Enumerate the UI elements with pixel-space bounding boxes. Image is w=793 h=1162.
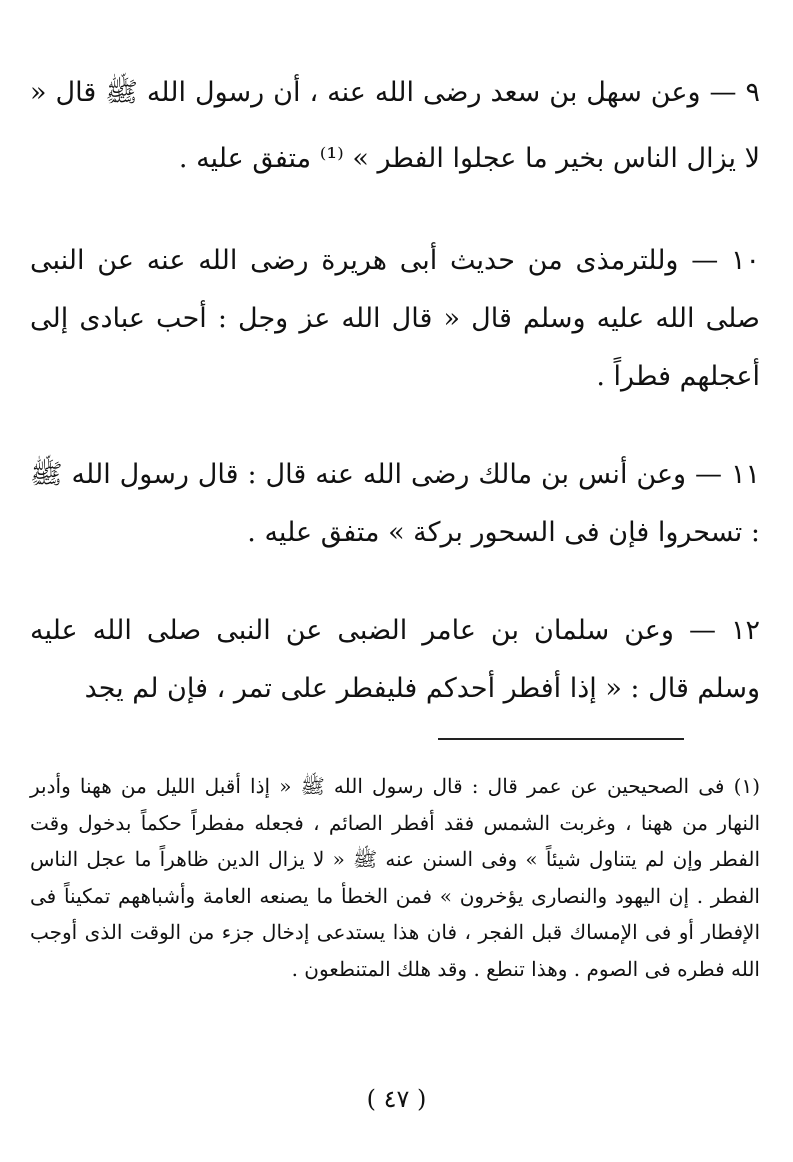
page-number: ( ٤٧ ) xyxy=(366,1085,427,1113)
main-text xyxy=(30,60,760,758)
footnote-divider xyxy=(438,738,684,740)
hadith-12: ١٢ — وعن سلمان بن عامر الضبى عن النبى صلى الله عليه وسلم قال : « إذا أفطر أحدكم فليفطر على تمر ، فإن لم يجد xyxy=(30,615,760,704)
hadith-9: ٩ — وعن سهل بن سعد رضى الله عنه ، أن رسول الله ﷺ قال « لا يزال الناس بخير ما عجلوا الفطر » ⁽¹⁾ متفق عليه . xyxy=(30,77,760,174)
hadith-11: ١١ — وعن أنس بن مالك رضى الله عنه قال : قال رسول الله ﷺ : تسحروا فإن فى السحور بركة » متفق عليه . xyxy=(30,459,760,548)
hadith-10: ١٠ — وللترمذى من حديث أبى هريرة رضى الله عنه عن النبى صلى الله عليه وسلم قال « قال الله عز وجل : أحب عبادى إلى أعجلهم فطراً . xyxy=(30,245,760,392)
footnote: (١) فى الصحيحين عن عمر قال : قال رسول الله ﷺ « إذا أقبل الليل من ههنا وأدبر النهار من ههنا ، وغربت الشمس فقد أفطر الصائم ، فجعله مفطراً حكماً بدخول وقت الفطر وإن لم يتناول شيئاً » وفى السنن عنه ﷺ « لا يزال الدين ظاهراً ما عجل الناس الفطر . إن اليهود والنصارى يؤخرون » فمن الخطأ ما يصنعه العامة وأشباههم تمكيناً فى الإفطار أو فى الإمساك قبل الفجر ، فان هذا يستدعى إدخال جزء من الوقت الذى أوجب الله فطره فى الصوم . وهذا تنطع . وقد هلك المتنطعون . xyxy=(30,774,760,981)
